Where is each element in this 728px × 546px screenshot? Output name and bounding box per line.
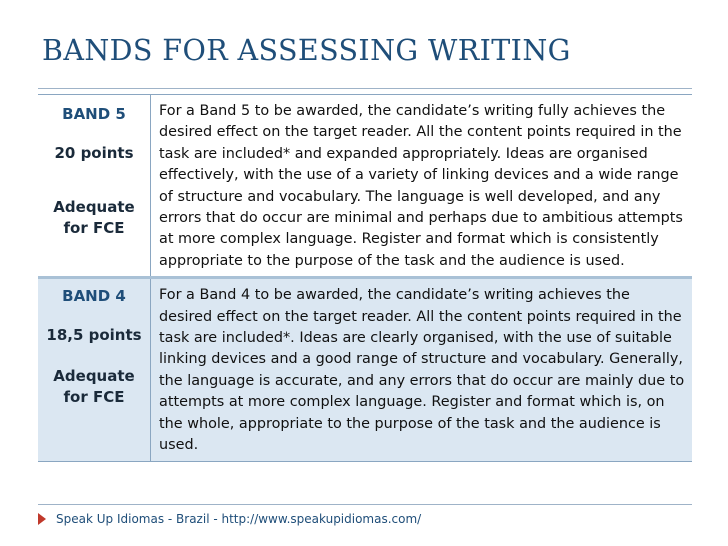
band-info-cell (38, 95, 151, 276)
band-adequacy-line1: Adequate (53, 367, 135, 386)
band-label: BAND 5 (62, 105, 126, 123)
band-adequacy (38, 197, 150, 239)
band-description: For a Band 5 to be awarded, the candidate’s writing fully achieves the desired effect on the target reader. All the content points required in the task are included* and expanded appropriately. Ideas are organised effectively, with the use of a variety of linking devices and a wide range of structure and vocabulary. The language is well developed, and any errors that do occur are minimal and perhaps due to ambitious attempts at more complex language. Register and format which is consistently appropriate to the purpose of the task and the audience is used. (159, 103, 683, 269)
title-divider (38, 88, 692, 89)
footer (38, 512, 421, 526)
band-points: 20 points (54, 144, 134, 162)
table-row-band-4 (38, 276, 692, 460)
band-description: For a Band 4 to be awarded, the candidate’s writing achieves the desired effect on the target reader. All the content points required in the task are included*. Ideas are clearly organised, with the use of suitable linking devices and a good range of structure and vocabulary. Generally, the language is accurate, and any errors that do occur are mainly due to attempts at more complex language. Register and format which is, on the whole, appropriate to the purpose of the task and the audience is used. (159, 287, 685, 454)
band-points: 18,5 points (46, 326, 142, 345)
band-adequacy-line2: for FCE (63, 388, 125, 407)
band-info-cell (38, 279, 151, 460)
slide-title: BANDS FOR ASSESSING WRITING (42, 34, 571, 67)
footer-divider (38, 504, 692, 505)
band-adequacy-line1: Adequate (53, 198, 135, 216)
band-adequacy (38, 366, 150, 408)
band-label: BAND 4 (62, 287, 126, 306)
footer-text: Speak Up Idiomas - Brazil - http://www.speakupidiomas.com/ (56, 512, 422, 526)
band-adequacy-line2: for FCE (63, 219, 125, 237)
table-row-band-5 (38, 95, 692, 276)
bands-table (38, 94, 692, 462)
triangle-bullet-icon (38, 513, 46, 525)
